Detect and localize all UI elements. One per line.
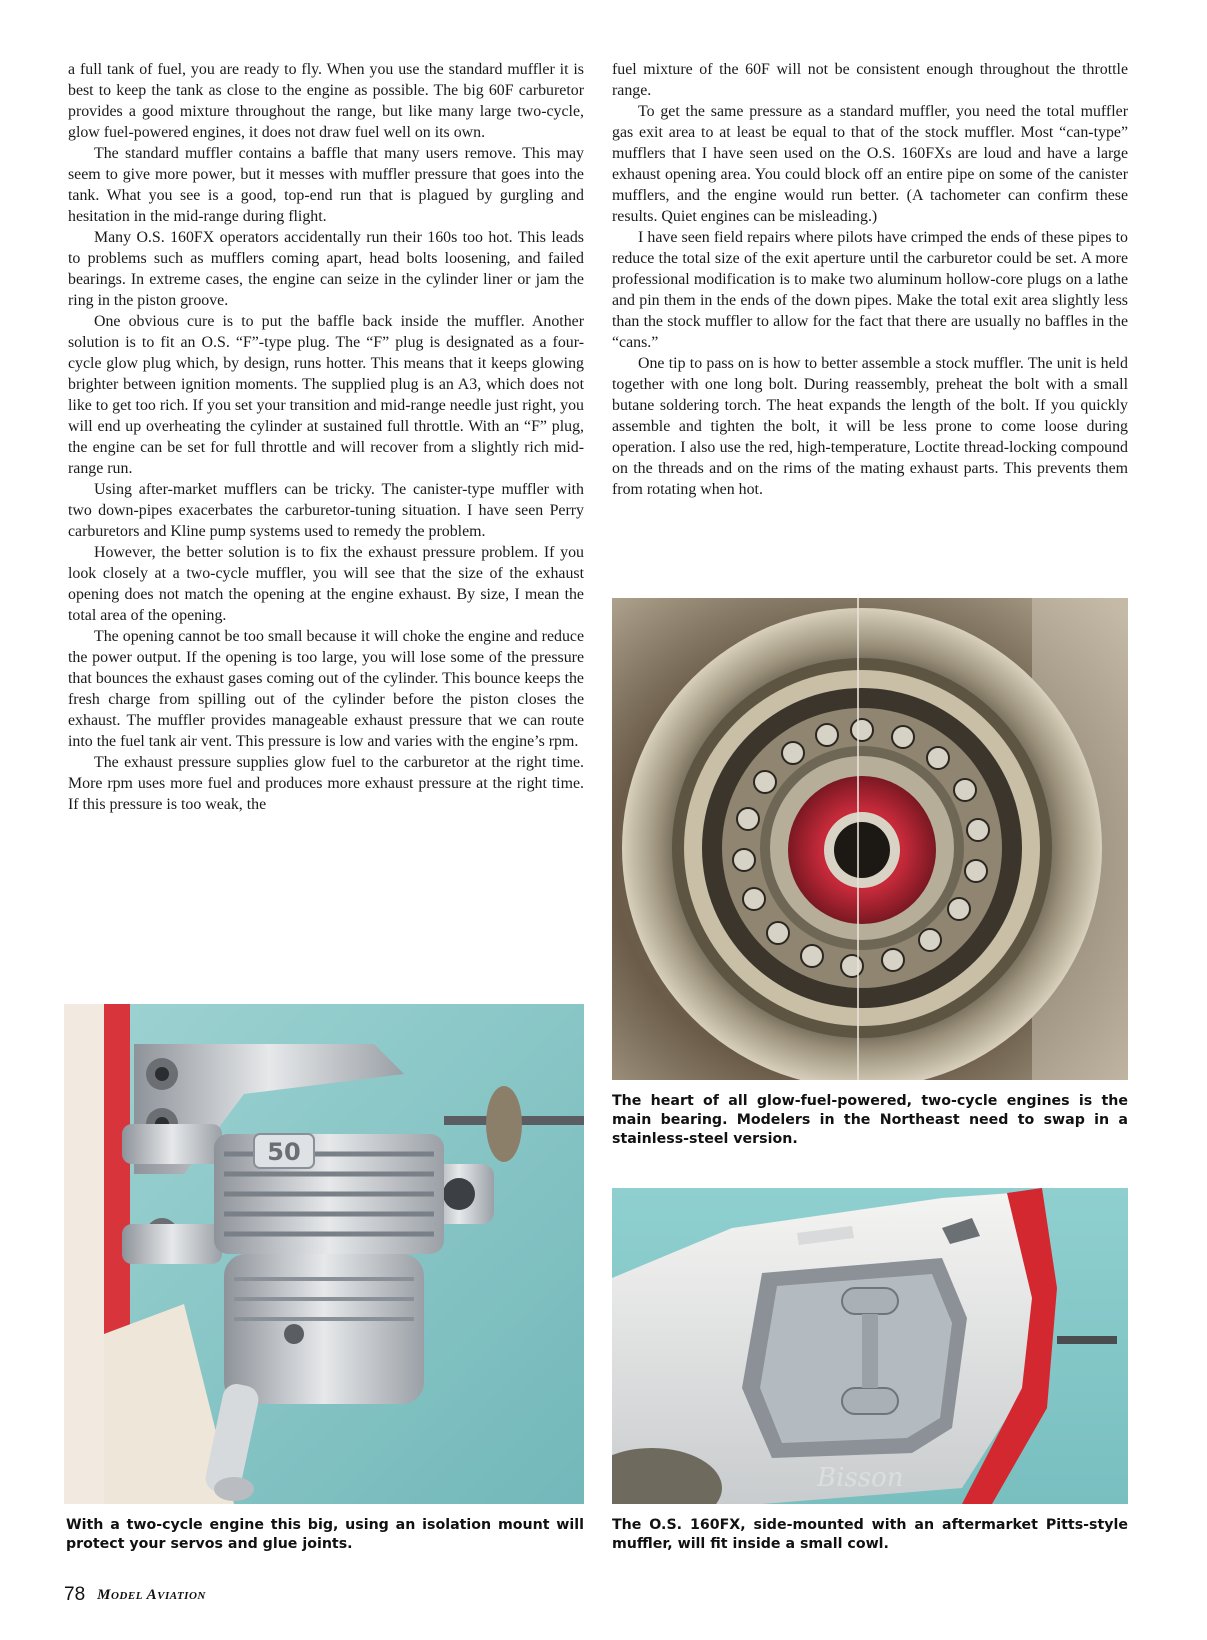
page-footer — [64, 1584, 206, 1608]
paragraph: fuel mixture of the 60F will not be consistent enough throughout the throttle range. — [612, 61, 1128, 99]
engine-head-marking: 50 — [267, 1138, 301, 1166]
bearing-photo — [612, 598, 1128, 1080]
paragraph: The opening cannot be too small because it will choke the engine and reduce the power output. If the opening is too large, you will lose some of the pressure that bounces the exhaust gases coming out of the cylinder. This bounce keeps the fresh charge from spilling out of the cylinder before the piston closes the exhaust. The muffler provides manageable exhaust pressure that we can route into the fuel tank air vent. This pressure is low and varies with the engine’s rpm. — [68, 628, 584, 750]
paragraph: a full tank of fuel, you are ready to fly. When you use the standard muffler it is best to keep the tank as close to the engine as possible. The big 60F carburetor provides a good mixture throughout the range, but like many large two-cycle, glow fuel-powered engines, it does not draw fuel well on its own. — [68, 61, 584, 141]
paragraph: Using after-market mufflers can be tricky. The canister-type muffler with two down-pipes exacerbates the carburetor-tuning situation. I have seen Perry carburetors and Kline pump systems used to remedy the problem. — [68, 481, 584, 540]
cowl-photo — [612, 1188, 1128, 1504]
article-column-left — [68, 59, 584, 815]
page-number: 78 — [64, 1584, 86, 1605]
paragraph: One tip to pass on is how to better assemble a stock muffler. The unit is held together with one long bolt. During reassembly, preheat the bolt with a small butane soldering torch. The heat expands the length of the bolt. If you quickly assemble and tighten the bolt, it will be less prone to come loose during operation. I also use the red, high-temperature, Loctite thread-locking compound on the threads and on the rims of the mating exhaust parts. This prevents them from rotating when hot. — [612, 355, 1128, 498]
bearing-caption: The heart of all glow-fuel-powered, two-cycle engines is the main bearing. Modelers in the Northeast need to swap in a stainless-steel version. — [612, 1093, 1128, 1147]
paragraph: The exhaust pressure supplies glow fuel to the carburetor at the right time. More rpm uses more fuel and produces more exhaust pressure at the right time. If this pressure is too weak, the — [68, 754, 584, 813]
paragraph: To get the same pressure as a standard muffler, you need the total muffler gas exit area to at least be equal to that of the stock muffler. Most “can-type” mufflers that I have seen used on the O.S. 160FXs are loud and have a large exhaust opening area. You could block off an entire pipe on some of the canister mufflers, and the engine would run better. (A tachometer can confirm these results. Quiet engines can be misleading.) — [612, 103, 1128, 225]
cowl-caption: The O.S. 160FX, side-mounted with an aftermarket Pitts-style muffler, will fit inside a small cowl. — [612, 1517, 1128, 1552]
paragraph: Many O.S. 160FX operators accidentally run their 160s too hot. This leads to problems such as mufflers coming apart, head bolts loosening, and failed bearings. In extreme cases, the engine can seize in the cylinder liner or jam the ring in the piston groove. — [68, 229, 584, 309]
cowl-muffler-brand: Bisson — [817, 1463, 904, 1493]
paragraph: However, the better solution is to fix the exhaust pressure problem. If you look closely at a two-cycle muffler, you will see that the size of the exhaust opening does not match the opening at the engine exhaust. By size, I mean the total area of the opening. — [68, 544, 584, 624]
magazine-name: Model Aviation — [97, 1586, 206, 1603]
article-column-right — [612, 59, 1128, 500]
engine-caption: With a two-cycle engine this big, using an isolation mount will protect your servos and glue joints. — [66, 1517, 584, 1552]
paragraph: The standard muffler contains a baffle that many users remove. This may seem to give more power, but it messes with muffler pressure that goes into the tank. What you see is a good, top-end run that is plagued by gurgling and hesitation in the mid-range during flight. — [68, 145, 584, 225]
paragraph: I have seen field repairs where pilots have crimped the ends of these pipes to reduce the total size of the exit aperture until the carburetor could be set. A more professional modification is to make two aluminum hollow-core plugs on a lathe and pin them in the ends of the down pipes. Make the total exit area slightly less than the stock muffler to allow for the fact that there are usually no baffles in the “cans.” — [612, 229, 1128, 351]
engine-photo — [64, 1004, 584, 1504]
paragraph: One obvious cure is to put the baffle back inside the muffler. Another solution is to fit an O.S. “F”-type plug. The “F” plug is designated as a four-cycle glow plug which, by design, runs hotter. This means that it keeps glowing brighter between ignition moments. The supplied plug is an A3, which does not like to get too rich. If you set your transition and mid-range needle just right, you will end up overheating the cylinder at sustained full throttle. With an “F” plug, the engine can be set for full throttle and will recover from a slightly rich mid-range run. — [68, 313, 584, 477]
